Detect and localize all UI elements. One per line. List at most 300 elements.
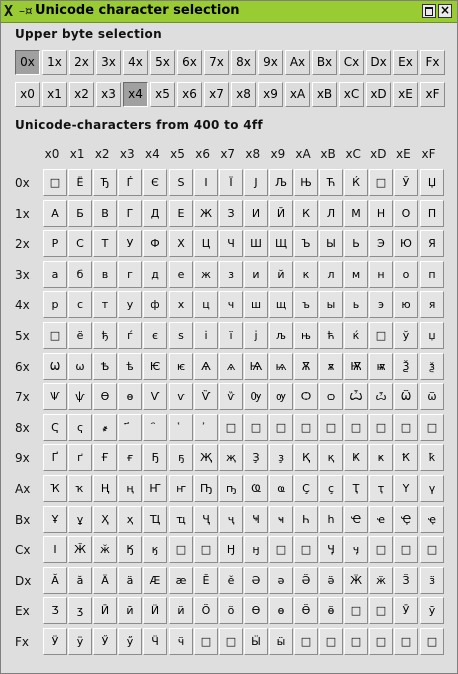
char-button[interactable]: ҥ [169, 475, 193, 502]
char-button[interactable]: Ҝ [344, 444, 368, 471]
char-button[interactable]: ӹ [269, 628, 293, 655]
char-button[interactable]: Җ [194, 444, 218, 471]
char-button[interactable]: о [394, 261, 418, 288]
char-button[interactable]: ӯ [420, 597, 444, 624]
char-button[interactable]: ҽ [369, 506, 393, 533]
char-button[interactable]: й [269, 261, 293, 288]
column-header-xd: xD [370, 147, 387, 161]
char-button[interactable]: Ѹ [244, 383, 268, 410]
char-button[interactable]: Ӯ [394, 597, 418, 624]
char-button[interactable]: ҝ [369, 444, 393, 471]
char-button[interactable]: ҙ [269, 444, 293, 471]
char-button[interactable]: ҿ [420, 506, 444, 533]
char-button[interactable]: Ё [68, 169, 92, 196]
char-button[interactable]: у [118, 291, 142, 318]
char-button[interactable]: Ґ [43, 444, 67, 471]
title-bar[interactable] [1, 1, 457, 23]
char-button[interactable]: Щ [269, 230, 293, 257]
upper-nibble-button-0x[interactable]: 0x [15, 50, 40, 75]
char-button[interactable]: □ [369, 322, 393, 349]
char-button[interactable]: ў [394, 322, 418, 349]
char-button[interactable]: Ӫ [294, 597, 318, 624]
char-button[interactable]: ѡ [68, 353, 92, 380]
lower-nibble-button-x4[interactable]: x4 [123, 82, 148, 107]
char-button[interactable]: □ [369, 414, 393, 441]
char-button[interactable]: ң [118, 475, 142, 502]
char-button[interactable]: Ў [394, 169, 418, 196]
char-button[interactable]: ѳ [118, 383, 142, 410]
char-button[interactable]: ѷ [219, 383, 243, 410]
char-button[interactable]: ӌ [344, 536, 368, 563]
char-button[interactable]: А [43, 200, 67, 227]
char-button[interactable]: Ә [244, 567, 268, 594]
char-button[interactable]: Ћ [319, 169, 343, 196]
char-button[interactable]: О [394, 200, 418, 227]
upper-nibble-button-8x[interactable]: 8x [231, 50, 256, 75]
char-button[interactable]: њ [294, 322, 318, 349]
char-button[interactable]: □ [344, 414, 368, 441]
char-button[interactable]: Ь [344, 230, 368, 257]
char-button[interactable]: Ѣ [93, 353, 117, 380]
char-button[interactable]: Г [118, 200, 142, 227]
char-button[interactable]: ӕ [169, 567, 193, 594]
upper-nibble-button-bx[interactable]: Bx [312, 50, 337, 75]
upper-nibble-button-ex[interactable]: Ex [393, 50, 418, 75]
char-button[interactable]: б [68, 261, 92, 288]
maximize-button[interactable] [422, 4, 436, 18]
char-button[interactable]: Ј [244, 169, 268, 196]
char-button[interactable]: Ҁ [43, 414, 67, 441]
upper-nibble-button-5x[interactable]: 5x [150, 50, 175, 75]
char-button[interactable]: Ҫ [294, 475, 318, 502]
char-button[interactable]: Ӝ [344, 567, 368, 594]
char-button[interactable]: ӈ [244, 536, 268, 563]
char-button[interactable]: Ч [219, 230, 243, 257]
char-button[interactable]: і [194, 322, 218, 349]
char-button[interactable]: В [93, 200, 117, 227]
char-button[interactable]: ѓ [118, 322, 142, 349]
lower-nibble-button-x8[interactable]: x8 [231, 82, 256, 107]
row-header-ex: Ex [15, 604, 30, 618]
lower-nibble-button-xf[interactable]: xF [420, 82, 445, 107]
char-button[interactable]: □ [394, 628, 418, 655]
char-button[interactable]: Ӱ [43, 628, 67, 655]
char-button[interactable]: є [143, 322, 167, 349]
char-button[interactable]: Я [420, 230, 444, 257]
char-button[interactable]: ӡ [68, 597, 92, 624]
char-button[interactable]: Ђ [93, 169, 117, 196]
char-button[interactable]: □ [394, 536, 418, 563]
char-button[interactable]: э [369, 291, 393, 318]
char-button[interactable]: Ӧ [194, 597, 218, 624]
char-button[interactable]: Л [319, 200, 343, 227]
char-button[interactable]: Ц [194, 230, 218, 257]
char-button[interactable]: Ӛ [294, 567, 318, 594]
char-button[interactable]: Ѡ [43, 353, 67, 380]
char-button[interactable]: Ѻ [294, 383, 318, 410]
char-button[interactable]: ғ [118, 444, 142, 471]
char-button[interactable]: ф [143, 291, 167, 318]
char-button[interactable]: □ [420, 536, 444, 563]
char-button[interactable]: ӫ [319, 597, 343, 624]
char-button[interactable]: □ [369, 169, 393, 196]
lower-nibble-button-x0[interactable]: x0 [15, 82, 40, 107]
char-button[interactable]: Ѧ [194, 353, 218, 380]
char-button[interactable]: ӳ [118, 628, 142, 655]
char-button[interactable]: я [420, 291, 444, 318]
char-button[interactable]: Ӥ [143, 597, 167, 624]
char-button[interactable]: Ш [244, 230, 268, 257]
char-button[interactable] [169, 414, 193, 441]
char-button[interactable]: Ї [219, 169, 243, 196]
char-button[interactable]: љ [269, 322, 293, 349]
char-button[interactable]: И [244, 200, 268, 227]
char-button[interactable]: □ [43, 169, 67, 196]
char-button[interactable]: Ѵ [143, 383, 167, 410]
char-button[interactable] [118, 414, 142, 441]
char-button[interactable]: Є [143, 169, 167, 196]
pin-icon[interactable]: –¤ [19, 4, 33, 18]
char-button[interactable]: Д [143, 200, 167, 227]
char-button[interactable]: Ҟ [394, 444, 418, 471]
char-button[interactable]: Б [68, 200, 92, 227]
char-button[interactable]: һ [319, 506, 343, 533]
lower-nibble-button-xc[interactable]: xC [339, 82, 364, 107]
char-button[interactable]: ѵ [169, 383, 193, 410]
lower-nibble-button-x7[interactable]: x7 [204, 82, 229, 107]
char-button[interactable]: П [420, 200, 444, 227]
upper-nibble-button-1x[interactable]: 1x [42, 50, 67, 75]
column-header-xb: xB [320, 147, 336, 161]
char-button[interactable]: □ [194, 536, 218, 563]
char-button[interactable]: Ѽ [344, 383, 368, 410]
char-button[interactable]: У [118, 230, 142, 257]
char-button[interactable]: л [319, 261, 343, 288]
char-button[interactable]: □ [294, 628, 318, 655]
char-button[interactable]: Њ [294, 169, 318, 196]
char-button[interactable]: Ң [93, 475, 117, 502]
upper-nibble-button-2x[interactable]: 2x [69, 50, 94, 75]
char-button[interactable]: т [93, 291, 117, 318]
char-button[interactable]: ӵ [169, 628, 193, 655]
char-button[interactable]: ӟ [420, 567, 444, 594]
char-button[interactable]: ї [219, 322, 243, 349]
char-button[interactable]: Ю [394, 230, 418, 257]
row-header-7x: 7x [15, 390, 30, 404]
char-button[interactable]: Ҷ [194, 506, 218, 533]
char-button[interactable]: □ [319, 414, 343, 441]
char-button[interactable]: Ф [143, 230, 167, 257]
char-button[interactable]: ѩ [269, 353, 293, 380]
char-button[interactable]: Ӓ [93, 567, 117, 594]
char-button[interactable]: З [219, 200, 243, 227]
char-button[interactable]: ч [219, 291, 243, 318]
char-button[interactable]: и [244, 261, 268, 288]
char-button[interactable]: □ [269, 414, 293, 441]
upper-nibble-button-4x[interactable]: 4x [123, 50, 148, 75]
char-button[interactable]: Э [369, 230, 393, 257]
char-button[interactable]: ѹ [269, 383, 293, 410]
char-button[interactable]: Ӹ [244, 628, 268, 655]
char-button[interactable]: Ӑ [43, 567, 67, 594]
lower-nibble-button-x2[interactable]: x2 [69, 82, 94, 107]
char-button[interactable]: □ [369, 597, 393, 624]
char-button[interactable]: ӣ [118, 597, 142, 624]
char-button[interactable]: Ќ [344, 169, 368, 196]
lower-nibble-button-x6[interactable]: x6 [177, 82, 202, 107]
row-header-fx: Fx [15, 635, 30, 649]
char-button[interactable]: Қ [294, 444, 318, 471]
char-button[interactable]: Ҹ [244, 506, 268, 533]
char-button[interactable]: ђ [93, 322, 117, 349]
char-button[interactable]: ѣ [118, 353, 142, 380]
char-button[interactable]: ј [244, 322, 268, 349]
char-button[interactable]: Ӵ [143, 628, 167, 655]
char-button[interactable]: Ӣ [93, 597, 117, 624]
char-button[interactable]: ӧ [219, 597, 243, 624]
char-button[interactable]: Й [269, 200, 293, 227]
char-button[interactable]: ь [344, 291, 368, 318]
char-button[interactable]: Ҧ [194, 475, 218, 502]
char-button[interactable]: ҁ [68, 414, 92, 441]
char-button[interactable]: ѥ [169, 353, 193, 380]
char-button[interactable]: Ѩ [244, 353, 268, 380]
upper-nibble-button-6x[interactable]: 6x [177, 50, 202, 75]
char-button[interactable]: в [93, 261, 117, 288]
char-button[interactable]: Ӳ [93, 628, 117, 655]
char-button[interactable]: ѧ [219, 353, 243, 380]
char-button[interactable]: ӝ [369, 567, 393, 594]
char-button[interactable]: қ [319, 444, 343, 471]
char-button[interactable]: ҩ [269, 475, 293, 502]
char-button[interactable]: Ү [394, 475, 418, 502]
char-button[interactable]: ћ [319, 322, 343, 349]
char-button[interactable]: □ [244, 414, 268, 441]
char-button[interactable]: ѕ [169, 322, 193, 349]
char-button[interactable]: ӄ [143, 536, 167, 563]
lower-nibble-button-x9[interactable]: x9 [258, 82, 283, 107]
x-logo-icon[interactable]: X [4, 2, 14, 20]
char-button[interactable]: е [169, 261, 193, 288]
char-button[interactable]: Ӂ [68, 536, 92, 563]
upper-nibble-button-9x[interactable]: 9x [258, 50, 283, 75]
column-header-x3: x3 [119, 147, 135, 161]
char-button[interactable]: Ѫ [294, 353, 318, 380]
char-button[interactable]: ұ [68, 506, 92, 533]
char-button[interactable]: □ [394, 414, 418, 441]
char-button[interactable]: □ [420, 628, 444, 655]
char-button[interactable]: □ [219, 414, 243, 441]
char-button[interactable]: Ұ [43, 506, 67, 533]
char-button[interactable]: ҟ [420, 444, 444, 471]
char-button[interactable]: ҹ [269, 506, 293, 533]
char-button[interactable]: щ [269, 291, 293, 318]
char-button[interactable]: К [294, 200, 318, 227]
char-button[interactable]: п [420, 261, 444, 288]
char-button[interactable]: Е [169, 200, 193, 227]
char-button[interactable]: □ [43, 322, 67, 349]
char-button[interactable]: Т [93, 230, 117, 257]
char-button[interactable]: □ [319, 628, 343, 655]
char-button[interactable]: Ѕ [169, 169, 193, 196]
char-button[interactable]: Ѱ [43, 383, 67, 410]
char-button[interactable]: ѽ [369, 383, 393, 410]
char-button[interactable]: ө [269, 597, 293, 624]
char-button[interactable]: ѱ [68, 383, 92, 410]
char-button[interactable]: □ [369, 536, 393, 563]
char-button[interactable]: ќ [344, 322, 368, 349]
char-button[interactable]: ә [269, 567, 293, 594]
char-button[interactable]: Ҿ [394, 506, 418, 533]
char-button[interactable]: □ [169, 536, 193, 563]
char-button[interactable]: Ѓ [118, 169, 142, 196]
char-button[interactable]: ш [244, 291, 268, 318]
char-button[interactable]: М [344, 200, 368, 227]
char-button[interactable]: ы [319, 291, 343, 318]
char-button[interactable]: Ӟ [394, 567, 418, 594]
char-button[interactable]: Ӡ [43, 597, 67, 624]
char-button[interactable]: □ [420, 414, 444, 441]
char-button[interactable]: ѭ [369, 353, 393, 380]
char-button[interactable]: Р [43, 230, 67, 257]
char-button[interactable]: ү [420, 475, 444, 502]
char-button[interactable]: Ѥ [143, 353, 167, 380]
char-button[interactable]: ґ [68, 444, 92, 471]
char-button[interactable]: р [43, 291, 67, 318]
char-button[interactable]: Н [369, 200, 393, 227]
char-button[interactable]: д [143, 261, 167, 288]
char-button[interactable]: С [68, 230, 92, 257]
char-button[interactable]: Ѷ [194, 383, 218, 410]
lower-nibble-button-xe[interactable]: xE [393, 82, 418, 107]
upper-nibble-button-fx[interactable]: Fx [420, 50, 445, 75]
char-button[interactable]: Ӗ [194, 567, 218, 594]
char-button[interactable]: Ъ [294, 230, 318, 257]
char-button[interactable]: Ҕ [143, 444, 167, 471]
char-button[interactable]: ҡ [68, 475, 92, 502]
char-button[interactable]: Ӈ [219, 536, 243, 563]
char-button[interactable]: х [169, 291, 193, 318]
char-button[interactable]: Ы [319, 230, 343, 257]
lower-nibble-button-x1[interactable]: x1 [42, 82, 67, 107]
char-button[interactable]: ҷ [219, 506, 243, 533]
char-button[interactable]: ӗ [219, 567, 243, 594]
char-button[interactable]: Ӄ [118, 536, 142, 563]
char-button[interactable]: ю [394, 291, 418, 318]
char-button[interactable]: Ѿ [394, 383, 418, 410]
char-button[interactable]: ҫ [319, 475, 343, 502]
char-button[interactable]: ц [194, 291, 218, 318]
upper-nibble-button-ax[interactable]: Ax [285, 50, 310, 75]
char-button[interactable] [194, 414, 218, 441]
upper-nibble-button-3x[interactable]: 3x [96, 50, 121, 75]
char-button[interactable]: □ [369, 628, 393, 655]
char-button[interactable]: □ [294, 536, 318, 563]
char-button[interactable]: ҕ [169, 444, 193, 471]
lower-nibble-button-x5[interactable]: x5 [150, 82, 175, 107]
char-button[interactable]: ҭ [369, 475, 393, 502]
char-button[interactable]: Х [169, 230, 193, 257]
char-button[interactable]: с [68, 291, 92, 318]
char-button[interactable]: Һ [294, 506, 318, 533]
char-button[interactable]: Ҥ [143, 475, 167, 502]
char-button[interactable] [143, 414, 167, 441]
char-button[interactable]: ъ [294, 291, 318, 318]
upper-nibble-button-dx[interactable]: Dx [366, 50, 391, 75]
char-button[interactable]: ж [194, 261, 218, 288]
char-button[interactable]: ҵ [169, 506, 193, 533]
char-button[interactable]: Ҩ [244, 475, 268, 502]
char-button[interactable]: □ [344, 628, 368, 655]
char-button[interactable]: □ [194, 628, 218, 655]
char-button[interactable]: џ [420, 322, 444, 349]
char-button[interactable]: ӑ [68, 567, 92, 594]
char-button[interactable]: Ҳ [93, 506, 117, 533]
char-button[interactable]: з [219, 261, 243, 288]
char-button[interactable]: ҳ [118, 506, 142, 533]
char-button[interactable]: Ө [244, 597, 268, 624]
char-button[interactable]: Ҵ [143, 506, 167, 533]
char-button[interactable]: І [194, 169, 218, 196]
char-button[interactable]: м [344, 261, 368, 288]
char-button[interactable]: □ [269, 536, 293, 563]
close-button[interactable]: × [439, 3, 451, 17]
char-button[interactable]: Ж [194, 200, 218, 227]
char-button[interactable]: ӱ [68, 628, 92, 655]
char-button[interactable]: җ [219, 444, 243, 471]
char-button[interactable]: ӛ [319, 567, 343, 594]
char-button[interactable]: ӂ [93, 536, 117, 563]
char-button[interactable]: Ғ [93, 444, 117, 471]
upper-nibble-button-cx[interactable]: Cx [339, 50, 364, 75]
char-button[interactable]: ѫ [319, 353, 343, 380]
char-button[interactable]: □ [344, 597, 368, 624]
char-button[interactable]: Ѯ [394, 353, 418, 380]
char-button[interactable]: Ӕ [143, 567, 167, 594]
char-button[interactable]: ӥ [169, 597, 193, 624]
char-button[interactable]: ҧ [219, 475, 243, 502]
lower-nibble-button-xb[interactable]: xB [312, 82, 337, 107]
lower-nibble-button-xd[interactable]: xD [366, 82, 391, 107]
char-button[interactable]: □ [294, 414, 318, 441]
char-button[interactable]: Ҡ [43, 475, 67, 502]
char-button[interactable]: Џ [420, 169, 444, 196]
char-button[interactable]: Ӌ [319, 536, 343, 563]
char-button[interactable]: ѯ [420, 353, 444, 380]
char-button[interactable]: а [43, 261, 67, 288]
char-button[interactable]: ё [68, 322, 92, 349]
row-header-9x: 9x [15, 451, 30, 465]
char-button[interactable]: Ҙ [244, 444, 268, 471]
char-button[interactable]: Ѭ [344, 353, 368, 380]
char-button[interactable]: н [369, 261, 393, 288]
char-button[interactable]: ҂ [93, 414, 117, 441]
char-button[interactable]: Ҽ [344, 506, 368, 533]
char-button[interactable]: ӓ [118, 567, 142, 594]
char-button[interactable]: Ѳ [93, 383, 117, 410]
char-button[interactable]: Љ [269, 169, 293, 196]
char-button[interactable]: ѿ [420, 383, 444, 410]
char-button[interactable]: Ӏ [43, 536, 67, 563]
char-button[interactable]: г [118, 261, 142, 288]
char-button[interactable]: ѻ [319, 383, 343, 410]
upper-nibble-button-7x[interactable]: 7x [204, 50, 229, 75]
lower-nibble-button-xa[interactable]: xA [285, 82, 310, 107]
char-button[interactable]: к [294, 261, 318, 288]
char-button[interactable]: □ [219, 628, 243, 655]
char-button[interactable]: Ҭ [344, 475, 368, 502]
lower-nibble-button-x3[interactable]: x3 [96, 82, 121, 107]
